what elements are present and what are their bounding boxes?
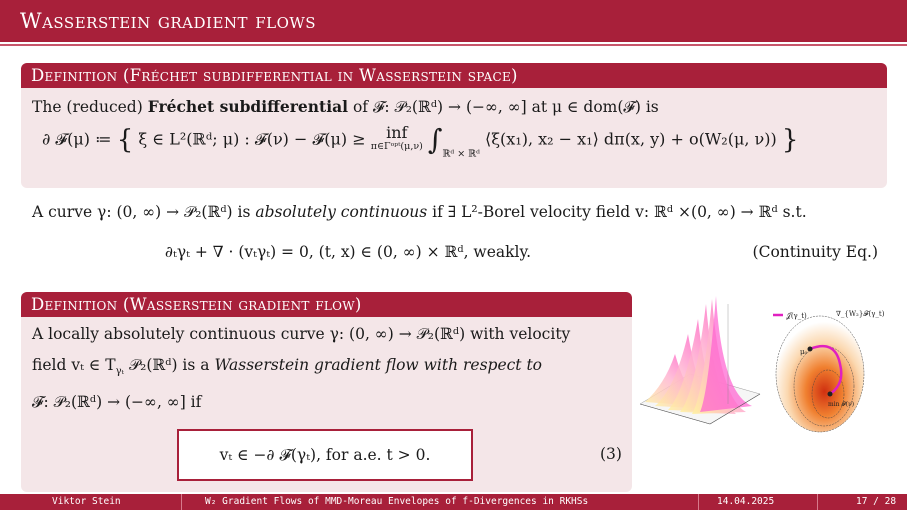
equation-number: (3) <box>600 445 622 463</box>
continuity-equation-label: (Continuity Eq.) <box>752 243 878 261</box>
formula-lhs: ∂ 𝓕(μ) ≔ <box>42 129 112 149</box>
gradient-flow-framed-equation: vₜ ∈ −∂ 𝓕(γₜ), for a.e. t > 0. <box>177 429 473 481</box>
footer-title: W₂ Gradient Flows of MMD-Moreau Envelopes of f-Divergences in RKHSs <box>205 496 589 507</box>
definition-frechet-heading: Definition (Fréchet subdifferential in Wasserstein space) <box>21 63 887 88</box>
figure-legend-right: ∇_{W₂}𝓕(γ_t) <box>836 310 885 318</box>
footer-date: 14.04.2025 <box>717 496 775 507</box>
gradient-flow-line3: 𝓕: 𝒫₂(ℝᵈ) → (−∞, ∞] if <box>32 393 202 412</box>
definition-frechet-intro <box>32 94 876 120</box>
intro-text-pre: The (reduced) <box>32 98 148 116</box>
integral-symbol: ∫ <box>427 123 443 156</box>
inf-label: inf <box>386 123 408 142</box>
slide-title: Wasserstein gradient flows <box>20 9 317 33</box>
footer-divider <box>817 494 818 510</box>
contour-plot <box>773 310 885 432</box>
definition-frechet-body <box>21 88 887 168</box>
integral-subscript: ℝᵈ × ℝᵈ <box>442 148 480 160</box>
title-rule <box>0 44 907 46</box>
definition-frechet-block <box>21 63 887 188</box>
footer-page: 17 / 28 <box>856 496 897 507</box>
footer-divider <box>181 494 182 510</box>
intro-text-bold: Fréchet subdifferential <box>147 97 349 116</box>
gradient-flow-line2 <box>32 350 621 387</box>
line2-mid: 𝒫₂(ℝᵈ) is a <box>124 356 215 374</box>
slide-title-bar <box>0 0 907 42</box>
footer-author: Viktor Stein <box>52 496 121 507</box>
curve-definition-line <box>32 203 807 222</box>
definition-gradient-flow-body <box>21 317 632 424</box>
inf-operator <box>370 123 423 154</box>
continuity-equation: ∂ₜγₜ + ∇ · (vₜγₜ) = 0, (t, x) ∈ (0, ∞) × ℝᵈ, weakly. <box>165 243 532 261</box>
figure-label-nu: min 𝓕(ν) <box>828 401 855 408</box>
line2-pre: field vₜ ∈ T <box>32 356 116 374</box>
line2-em: Wasserstein gradient flow with respect to <box>214 356 543 374</box>
left-brace: { <box>116 125 134 155</box>
intro-text-post: of 𝓕: 𝒫₂(ℝᵈ) → (−∞, ∞] at μ ∈ dom(𝓕) is <box>348 98 659 116</box>
slide-footer <box>0 494 907 510</box>
formula-rhs: ⟨ξ(x₁), x₂ − x₁⟩ dπ(x, y) + o(W₂(μ, ν)) <box>485 129 777 149</box>
right-brace: } <box>781 125 799 155</box>
curve-text-em: absolutely continuous <box>255 203 428 221</box>
figure-label-mu: μ₀ <box>800 348 808 356</box>
curve-text-pre: A curve γ: (0, ∞) → 𝒫₂(ℝᵈ) is <box>32 203 256 221</box>
definition-gradient-flow-heading: Definition (Wasserstein gradient flow) <box>21 292 632 317</box>
gradient-flow-line1: A locally absolutely continuous curve γ: (0, ∞) → 𝒫₂(ℝᵈ) with velocity <box>32 325 571 343</box>
footer-divider <box>698 494 699 510</box>
curve-text-post: if ∃ L²-Borel velocity field v: ℝᵈ ×(0, ∞) → ℝᵈ s.t. <box>427 203 807 221</box>
frechet-formula <box>42 123 886 168</box>
formula-set: ξ ∈ L²(ℝᵈ; μ) : 𝓕(ν) − 𝓕(μ) ≥ <box>138 129 366 149</box>
waterfall-plot <box>640 296 760 424</box>
figure-legend-top: 𝒥(γ_t) <box>786 312 807 320</box>
inf-subscript: π∈Γᵒᵖᵗ(μ,ν) <box>370 141 423 152</box>
line2-sub: γₜ <box>115 366 125 378</box>
gradient-flow-illustration <box>640 294 902 454</box>
